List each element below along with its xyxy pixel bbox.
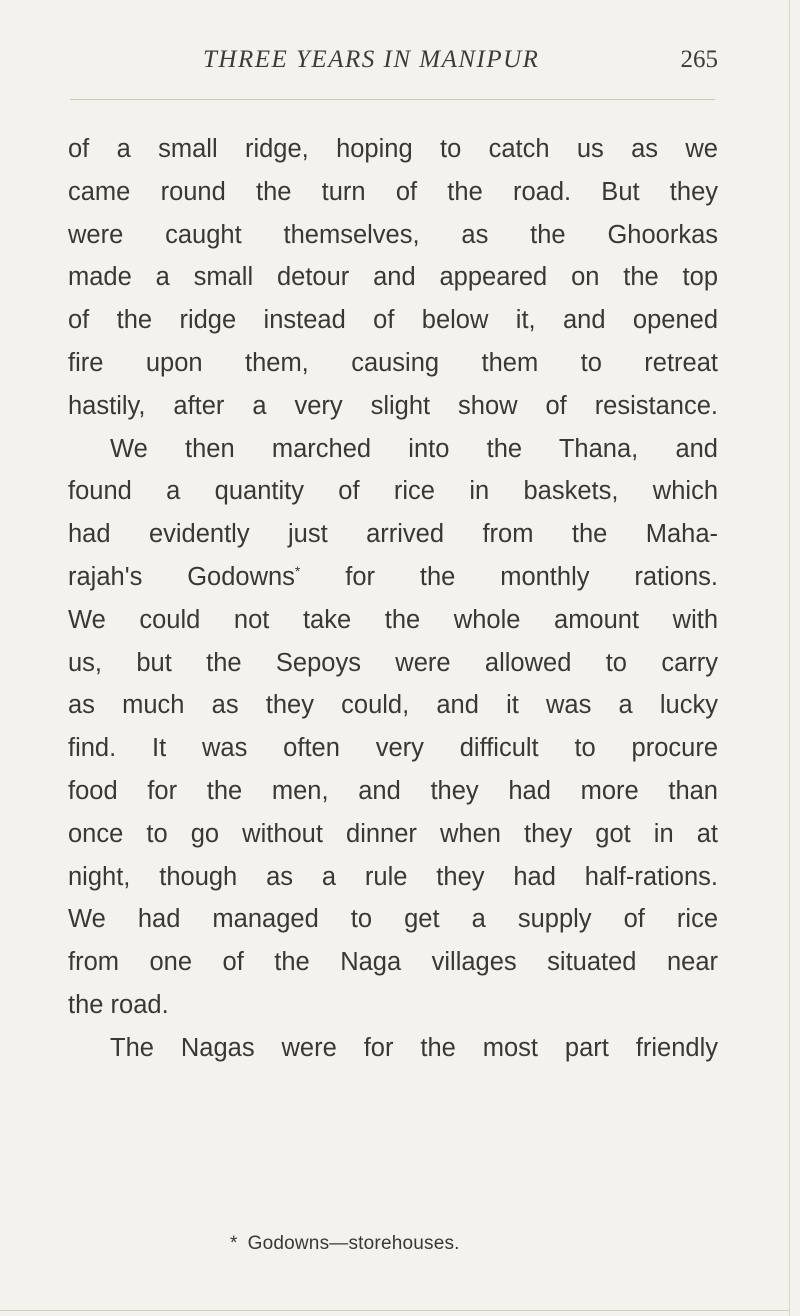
header-rule bbox=[70, 99, 715, 100]
footnote-text: Godowns—storehouses. bbox=[247, 1233, 460, 1254]
text-line-with-footnote bbox=[68, 556, 718, 599]
text-line: hastily, after a very slight show of resistance. bbox=[68, 391, 718, 420]
text-line: We then marched into the Thana, and bbox=[110, 434, 718, 463]
text-line: found a quantity of rice in baskets, which bbox=[68, 477, 718, 506]
page-right-edge bbox=[789, 0, 790, 1316]
page-bottom-edge bbox=[0, 1310, 790, 1311]
footnote-marker: * bbox=[294, 562, 301, 579]
text-line: The Nagas were for the most part friendly bbox=[110, 1033, 718, 1062]
text-line: We had managed to get a supply of rice bbox=[68, 905, 718, 934]
text-line: of a small ridge, hoping to catch us as we bbox=[68, 135, 718, 163]
text-line: of the ridge instead of below it, and opened bbox=[68, 306, 718, 335]
text-line-prefix: rajah's Godowns bbox=[68, 562, 295, 591]
text-line: from one of the Naga villages situated near bbox=[68, 948, 718, 977]
text-line: once to go without dinner when they got in at bbox=[68, 819, 718, 848]
text-line: had evidently just arrived from the Maha- bbox=[68, 520, 718, 549]
footnote-asterisk: * bbox=[230, 1233, 238, 1254]
text-line: We could not take the whole amount with bbox=[68, 605, 718, 634]
page-header bbox=[68, 46, 718, 86]
page-number: 265 bbox=[680, 46, 718, 73]
text-line: made a small detour and appeared on the top bbox=[68, 263, 718, 292]
text-line: food for the men, and they had more than bbox=[68, 776, 718, 805]
footnote bbox=[230, 1233, 460, 1255]
text-line: find. It was often very difficult to procure bbox=[68, 734, 718, 763]
body-text bbox=[68, 128, 718, 1070]
text-line: came round the turn of the road. But they bbox=[68, 177, 718, 206]
running-title: THREE YEARS IN MANIPUR bbox=[203, 46, 540, 73]
text-line: night, though as a rule they had half-rations. bbox=[68, 862, 718, 891]
text-line: as much as they could, and it was a lucky bbox=[68, 691, 718, 720]
text-line: were caught themselves, as the Ghoorkas bbox=[68, 220, 718, 249]
text-line: fire upon them, causing them to retreat bbox=[68, 348, 718, 377]
text-line-suffix: for the monthly rations. bbox=[345, 562, 718, 591]
text-line: us, but the Sepoys were allowed to carry bbox=[68, 648, 718, 677]
text-line: the road. bbox=[68, 990, 169, 1019]
